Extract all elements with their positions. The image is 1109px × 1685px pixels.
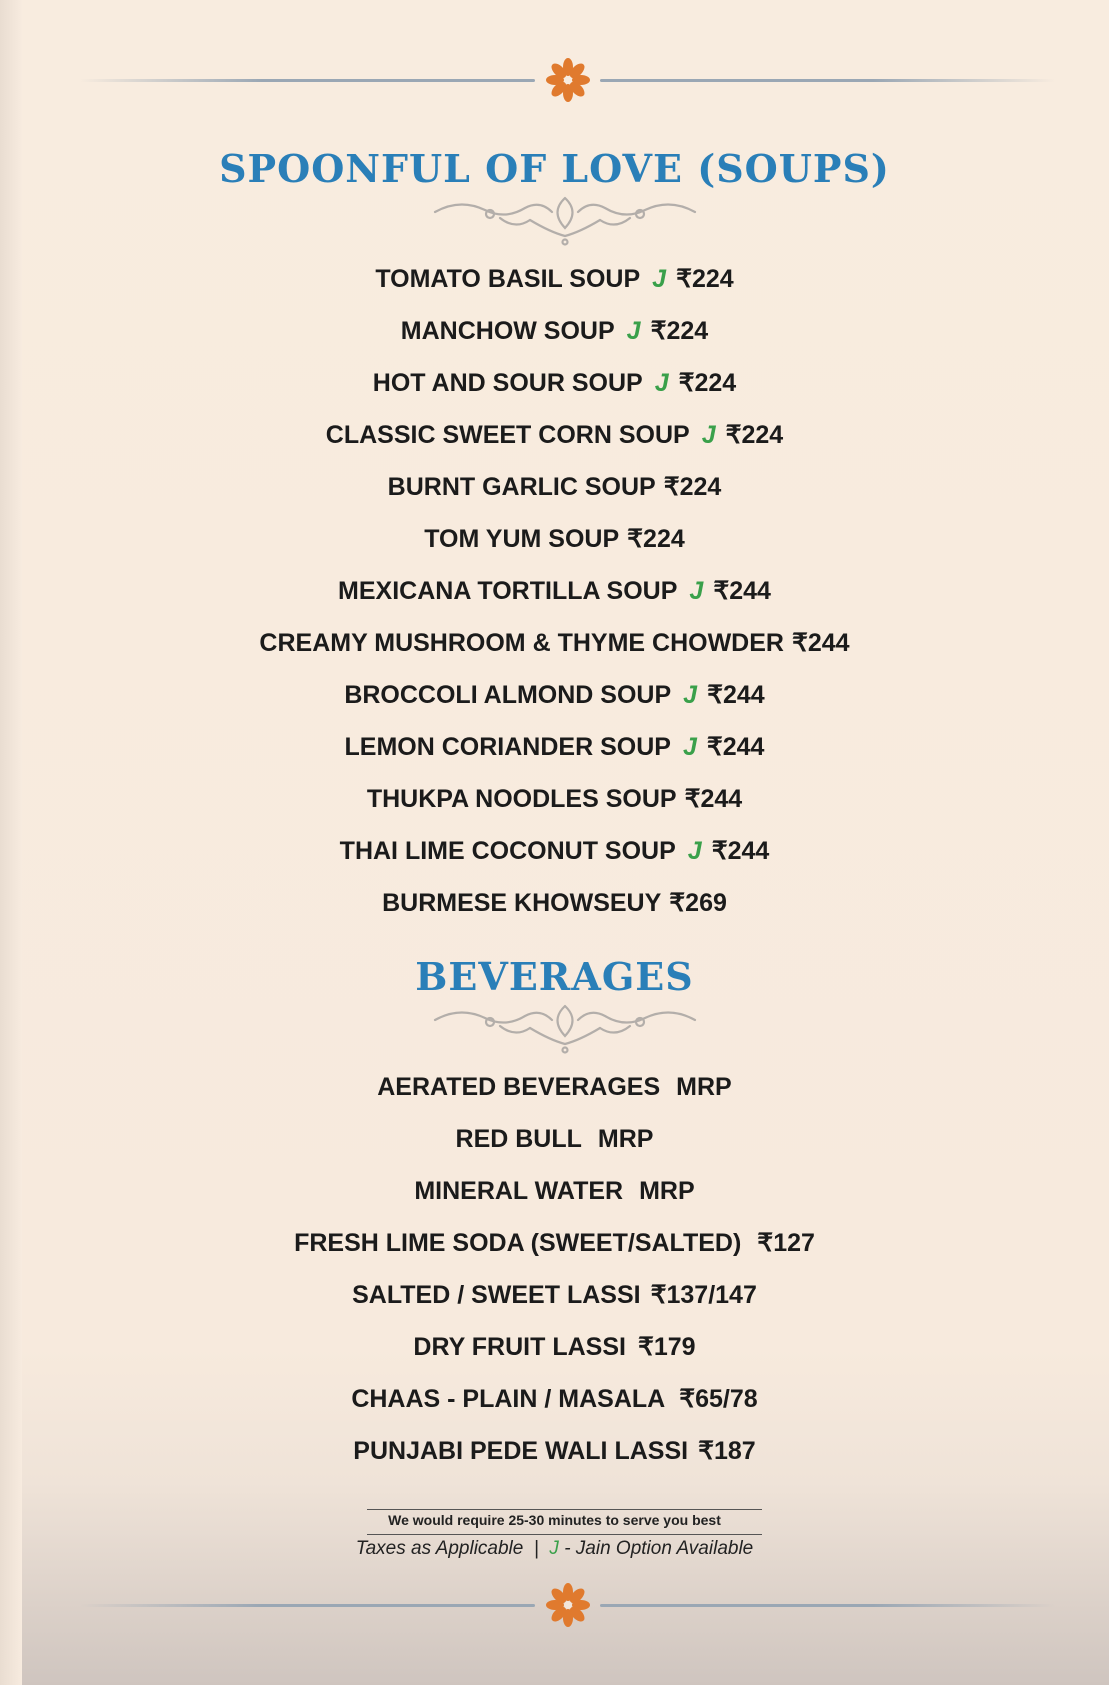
jain-mark: J <box>654 369 669 397</box>
flourish-icon <box>430 190 700 246</box>
item-price: ₹224 <box>725 421 784 449</box>
item-price: ₹224 <box>627 525 685 553</box>
item-price: ₹224 <box>650 317 709 345</box>
jain-note: - Jain Option Available <box>564 1538 754 1559</box>
footer-divider <box>367 1509 762 1510</box>
item-price: ₹187 <box>698 1437 756 1465</box>
list-item <box>0 825 1109 877</box>
item-name: BROCCOLI ALMOND SOUP <box>344 681 672 709</box>
item-price: ₹179 <box>637 1333 696 1361</box>
item-name: AERATED BEVERAGES <box>377 1073 661 1101</box>
jain-mark: J <box>689 577 704 605</box>
flower-icon <box>542 54 594 106</box>
item-name: MINERAL WATER <box>414 1177 624 1205</box>
item-price: ₹269 <box>669 889 727 917</box>
list-item <box>0 1269 1109 1321</box>
item-price: ₹244 <box>706 733 765 761</box>
list-item <box>0 357 1109 409</box>
list-item <box>0 721 1109 773</box>
service-time-note: We would require 25-30 minutes to serve you best <box>388 1512 721 1528</box>
item-price: ₹224 <box>663 473 722 501</box>
jain-mark: J <box>652 265 667 293</box>
list-item <box>0 513 1109 565</box>
list-item <box>0 877 1109 929</box>
list-item <box>0 253 1109 305</box>
list-item <box>0 305 1109 357</box>
item-name: RED BULL <box>455 1125 582 1153</box>
item-price: ₹224 <box>678 369 737 397</box>
item-name: THAI LIME COCONUT SOUP <box>339 837 676 865</box>
item-name: CHAAS - PLAIN / MASALA <box>351 1385 666 1413</box>
jain-mark: J <box>683 681 698 709</box>
section-title-beverages: BEVERAGES <box>415 954 694 999</box>
list-item <box>0 773 1109 825</box>
jain-mark: J <box>549 1538 559 1559</box>
item-name: SALTED / SWEET LASSI <box>352 1281 641 1309</box>
item-price: MRP <box>639 1177 695 1205</box>
list-item <box>0 1321 1109 1373</box>
bottom-ornament-rule <box>80 1585 1055 1625</box>
list-item <box>0 1217 1109 1269</box>
item-name: THUKPA NOODLES SOUP <box>366 785 677 813</box>
flower-icon <box>542 1579 594 1631</box>
divider-line <box>80 79 535 82</box>
jain-mark: J <box>701 421 716 449</box>
item-name: MANCHOW SOUP <box>400 317 615 345</box>
beverage-list <box>0 1061 1109 1477</box>
item-name: PUNJABI PEDE WALI LASSI <box>353 1437 689 1465</box>
item-price: ₹127 <box>757 1229 815 1257</box>
item-price: MRP <box>676 1073 732 1101</box>
section-title-soups: SPOONFUL OF LOVE (SOUPS) <box>219 146 890 191</box>
jain-mark: J <box>687 837 702 865</box>
soup-list <box>0 253 1109 929</box>
item-price: ₹244 <box>713 577 771 605</box>
item-name: DRY FRUIT LASSI <box>413 1333 626 1361</box>
item-price: ₹244 <box>707 681 765 709</box>
list-item <box>0 461 1109 513</box>
footer-divider <box>367 1534 762 1535</box>
item-name: TOM YUM SOUP <box>424 525 620 553</box>
flourish-icon <box>430 998 700 1054</box>
list-item <box>0 1165 1109 1217</box>
list-item <box>0 617 1109 669</box>
divider-line <box>600 79 1055 82</box>
item-price: MRP <box>597 1125 654 1153</box>
item-price: ₹224 <box>676 265 734 293</box>
item-price: ₹137/147 <box>650 1281 757 1309</box>
separator: | <box>533 1538 539 1559</box>
item-name: HOT AND SOUR SOUP <box>372 369 643 397</box>
list-item <box>0 669 1109 721</box>
item-price: ₹65/78 <box>679 1385 758 1413</box>
item-name: BURMESE KHOWSEUY <box>382 889 662 917</box>
list-item <box>0 1113 1109 1165</box>
list-item <box>0 1373 1109 1425</box>
item-name: BURNT GARLIC SOUP <box>387 473 656 501</box>
list-item <box>0 565 1109 617</box>
item-name: CLASSIC SWEET CORN SOUP <box>325 421 690 449</box>
tax-note <box>0 1538 1109 1560</box>
divider-line <box>80 1604 535 1607</box>
jain-mark: J <box>682 733 697 761</box>
divider-line <box>600 1604 1055 1607</box>
jain-mark: J <box>626 317 641 345</box>
item-name: FRESH LIME SODA (SWEET/SALTED) <box>294 1229 742 1257</box>
item-name: MEXICANA TORTILLA SOUP <box>338 577 678 605</box>
list-item <box>0 1061 1109 1113</box>
item-price: ₹244 <box>791 629 850 657</box>
list-item <box>0 409 1109 461</box>
item-name: CREAMY MUSHROOM & THYME CHOWDER <box>259 629 784 657</box>
top-ornament-rule <box>80 60 1055 100</box>
list-item <box>0 1425 1109 1477</box>
item-price: ₹244 <box>711 837 770 865</box>
item-name: LEMON CORIANDER SOUP <box>344 733 671 761</box>
taxes-text: Taxes as Applicable <box>355 1538 524 1559</box>
item-price: ₹244 <box>684 785 743 813</box>
item-name: TOMATO BASIL SOUP <box>375 265 641 293</box>
